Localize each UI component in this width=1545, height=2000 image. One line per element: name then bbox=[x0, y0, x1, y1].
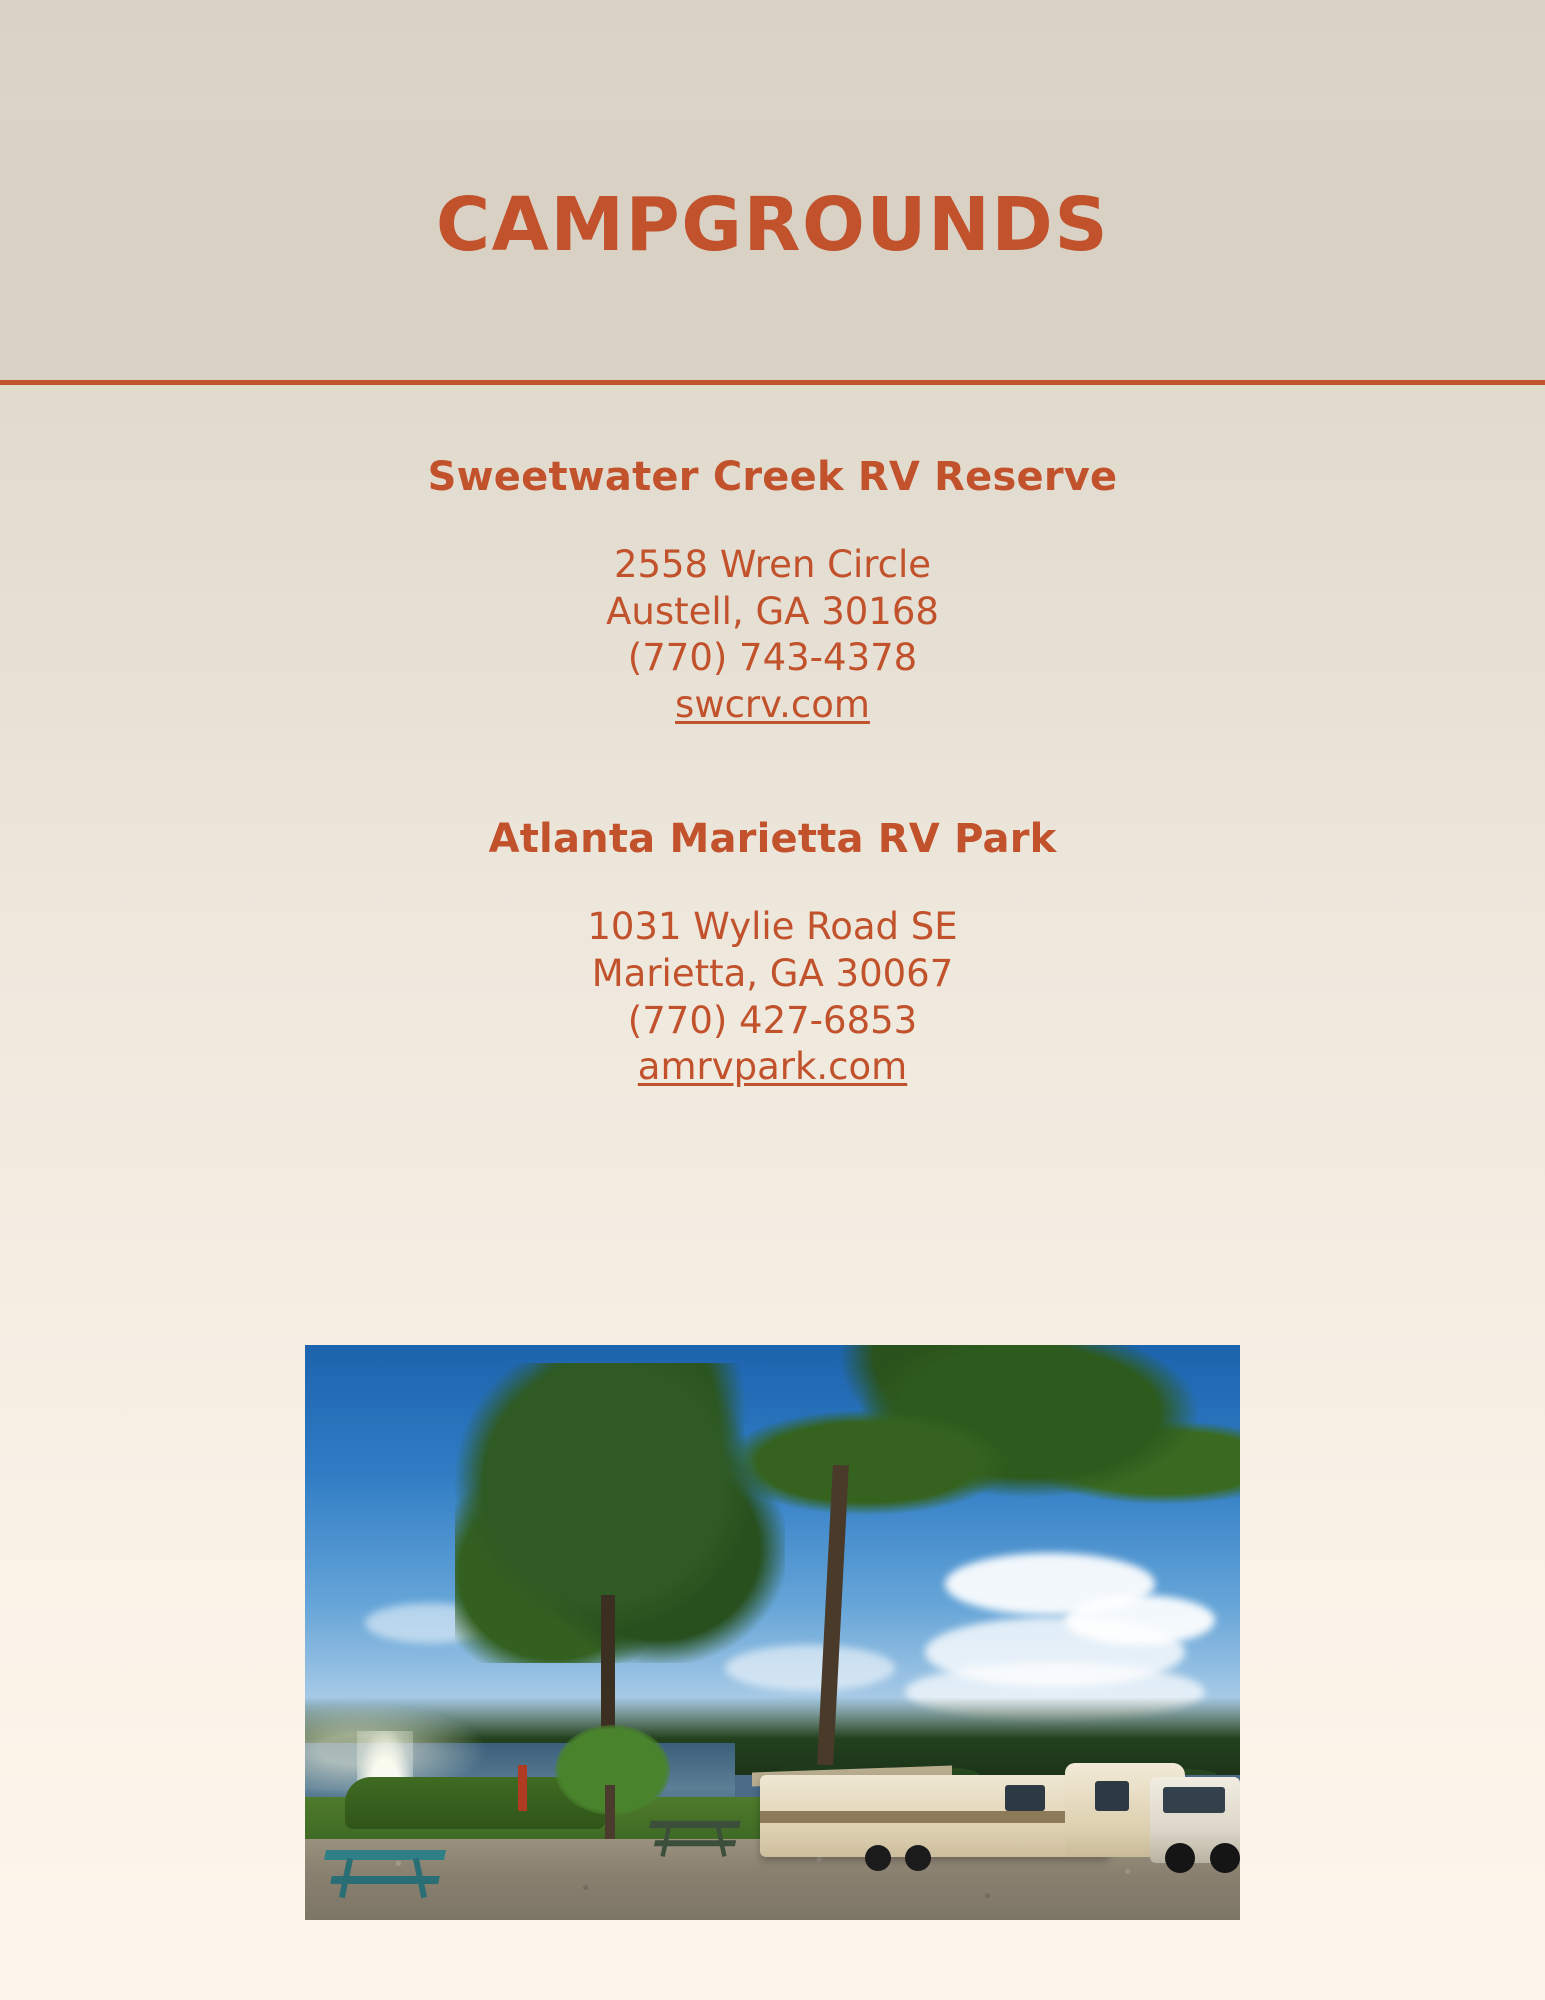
header-bottom-rule bbox=[0, 380, 1545, 385]
website-line bbox=[0, 682, 1545, 729]
photo-scene bbox=[305, 1345, 1240, 1920]
phone-number: (770) 427-6853 bbox=[627, 998, 918, 1042]
address-line-1: 1031 Wylie Road SE bbox=[587, 905, 958, 949]
website-link[interactable]: swcrv.com bbox=[675, 682, 870, 726]
address-line-2: Marietta, GA 30067 bbox=[591, 952, 954, 996]
rv-window bbox=[1095, 1781, 1129, 1811]
list-item bbox=[0, 452, 1545, 728]
campground-name: Atlanta Marietta RV Park bbox=[488, 816, 1057, 863]
truck-wheel bbox=[1210, 1843, 1240, 1873]
rv-wheel bbox=[905, 1845, 931, 1871]
rv-window bbox=[1005, 1785, 1045, 1811]
picnic-table bbox=[325, 1850, 445, 1896]
campground-details bbox=[0, 904, 1545, 1090]
address-line-1: 2558 Wren Circle bbox=[613, 543, 932, 586]
truck-window bbox=[1163, 1787, 1225, 1813]
picnic-table-top bbox=[324, 1850, 446, 1860]
address-line-2: Austell, GA 30168 bbox=[606, 589, 939, 633]
picnic-table-top bbox=[649, 1821, 741, 1829]
truck-wheel bbox=[1165, 1843, 1195, 1873]
small-tree-trunk bbox=[605, 1785, 615, 1845]
campground-name: Sweetwater Creek RV Reserve bbox=[427, 454, 1118, 500]
campground-details bbox=[0, 542, 1545, 728]
red-post bbox=[518, 1765, 527, 1811]
picnic-table bbox=[650, 1821, 740, 1856]
rv-trailer-stripe bbox=[760, 1811, 1110, 1823]
website-line bbox=[0, 1044, 1545, 1091]
pine-tree-canopy bbox=[455, 1363, 785, 1663]
oak-tree-canopy bbox=[705, 1345, 1240, 1575]
page-title: CAMPGROUNDS bbox=[435, 182, 1110, 268]
website-link[interactable]: amrvpark.com bbox=[637, 1045, 908, 1089]
phone-number: (770) 743-4378 bbox=[627, 636, 918, 680]
campground-photo bbox=[305, 1345, 1240, 1920]
campground-listings bbox=[0, 452, 1545, 1091]
list-item bbox=[0, 814, 1545, 1090]
rv-wheel bbox=[865, 1845, 891, 1871]
